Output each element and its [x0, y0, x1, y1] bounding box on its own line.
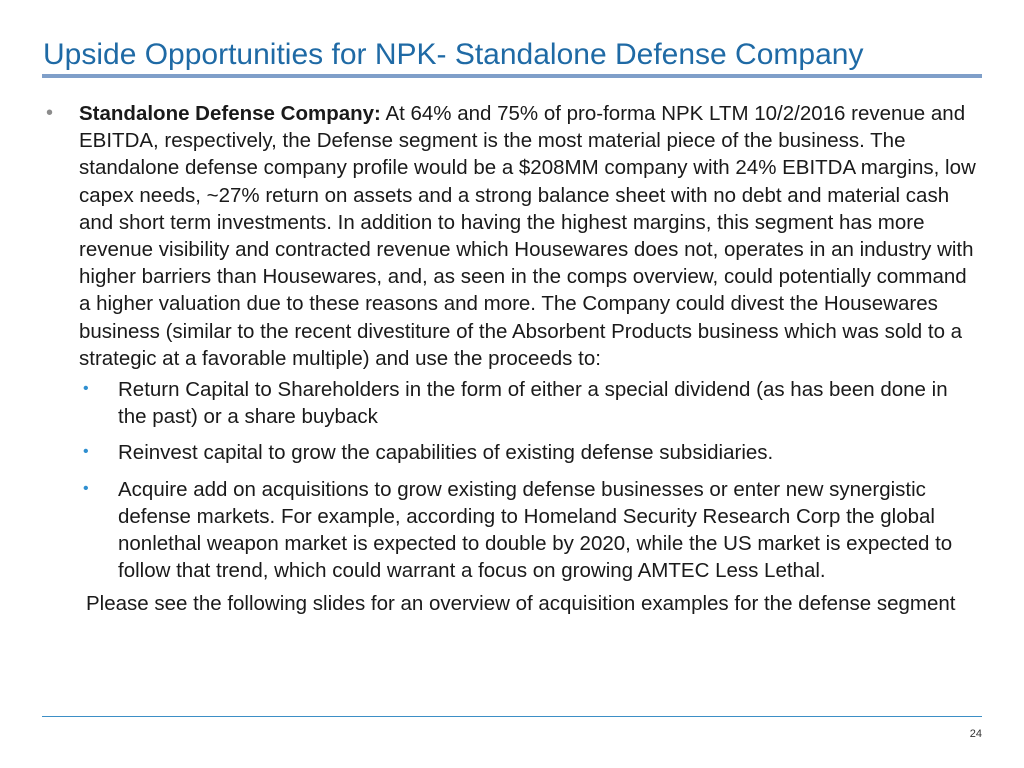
sub-bullet-text: Reinvest capital to grow the capabilities of existing defense subsidiaries. [118, 441, 774, 465]
slide-body [44, 100, 979, 618]
sub-bullet-return-capital [79, 376, 979, 430]
sub-bullet-dot-icon: • [83, 380, 89, 398]
sub-bullet-text: Acquire add on acquisitions to grow existing defense businesses or enter new synergistic defense markets. For example, according to Homeland Security Research Corp the global nonlethal weapon market is expected to double by 2020, while the US market is expected to follow that trend, which could warrant a focus on growing AMTEC Less Lethal. [118, 477, 953, 583]
page-number: 24 [969, 728, 982, 740]
sub-bullet-dot-icon: • [83, 479, 89, 497]
main-bullet-lead: Standalone Defense Company: [79, 102, 381, 125]
main-bullet [44, 100, 979, 372]
sub-bullet-text: Return Capital to Shareholders in the form of either a special dividend (as has been done in the past) or a share buyback [118, 378, 948, 429]
title-divider [42, 74, 982, 78]
closing-note: Please see the following slides for an overview of acquisition examples for the defense segment [86, 592, 956, 616]
sub-bullet-list [44, 376, 979, 584]
sub-bullet-dot-icon: • [83, 443, 89, 461]
footer-divider [42, 716, 982, 717]
sub-bullet-acquire [79, 476, 979, 585]
slide-title: Upside Opportunities for NPK- Standalone Defense Company [43, 38, 864, 71]
bullet-dot-icon: • [46, 102, 54, 124]
main-bullet-text: At 64% and 75% of pro-forma NPK LTM 10/2/2016 revenue and EBITDA, respectively, the Defense segment is the most material piece of the business. The standalone defense company profile would be a $208MM company with 24% EBITDA margins, low capex needs, ~27% return on assets and a strong balance sheet with no debt and material cash and short term investments. In addition to having the highest margins, this segment has more revenue visibility and contracted revenue which Housewares does not, operates in an industry with higher barriers than Housewares, and, as seen in the comps overview, could potentially command a higher valuation due to these reasons and more. The Company could divest the Housewares business (similar to the recent divestiture of the Absorbent Products business which was sold to a strategic at a favorable multiple) and use the proceeds to: [79, 102, 976, 370]
sub-bullet-reinvest [79, 439, 979, 466]
